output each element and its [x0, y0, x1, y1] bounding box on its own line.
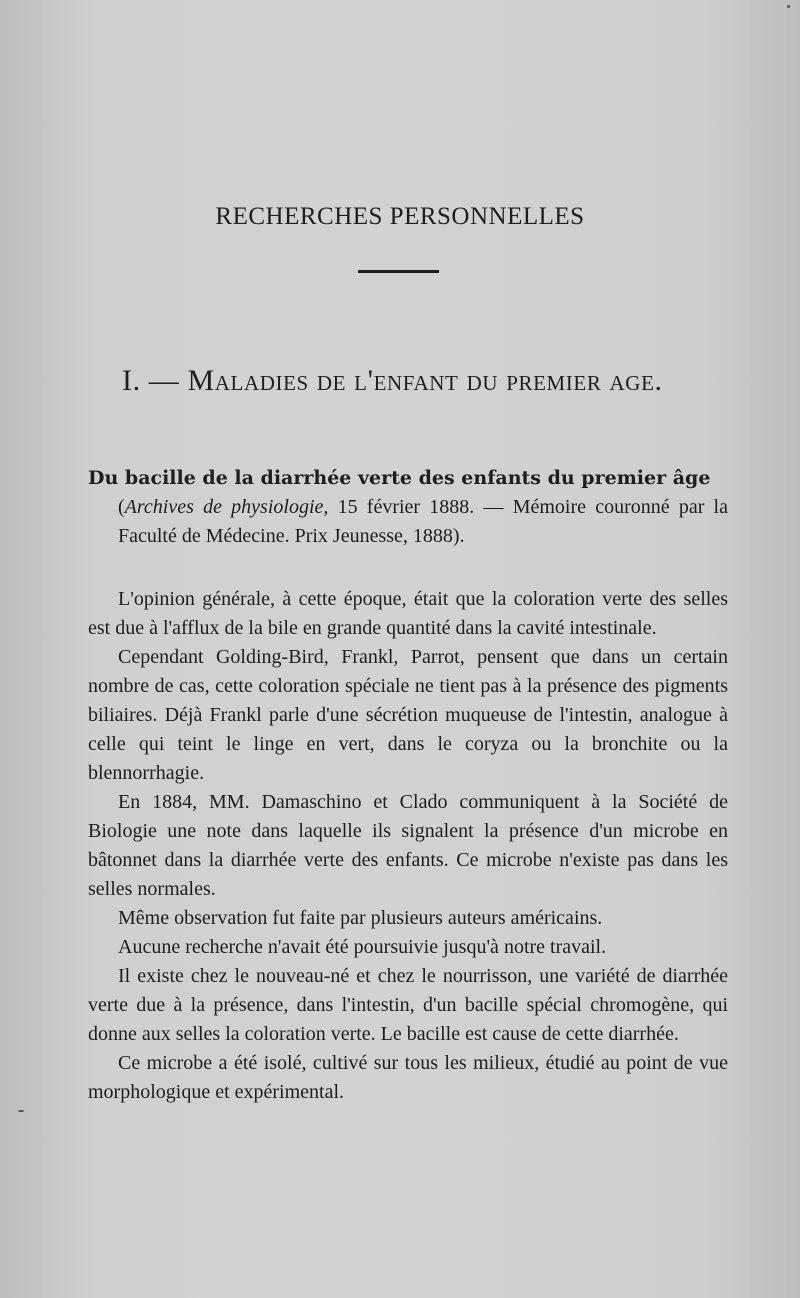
- paragraph-5: Aucune recherche n'avait été poursuivie jusqu'à notre travail.: [118, 936, 607, 958]
- chapter-heading: I. — Maladies de l'enfant du premier age.: [122, 364, 663, 397]
- paragraph-3: En 1884, MM. Damaschino et Clado communiquent à la Société de Biologie une note dans laquelle ils signalent la présence d'un microbe en bâtonnet dans la diarrhée verte des enfants. Ce microbe n'existe pas dans les selles normales.: [88, 791, 728, 900]
- body-text: [88, 585, 728, 1107]
- paragraph-6: Il existe chez le nouveau-né et chez le nourrisson, une variété de diarrhée verte due à la présence, dans l'intestin, d'un bacille spécial chromogène, qui donne aux selles la coloration verte. Le bacille est cause de cette diarrhée.: [88, 965, 728, 1045]
- title-rule: [358, 270, 439, 273]
- bibliography-entry: [88, 464, 728, 551]
- paragraph-7: Ce microbe a été isolé, cultivé sur tous les milieux, étudié au point de vue morphologique et expérimental.: [88, 1052, 728, 1103]
- entry-detail-text: 15 février 1888. — Mémoire couronné par la Faculté de Médecine. Prix Jeunesse, 1888).: [118, 496, 728, 547]
- paper-speck: [18, 1110, 24, 1112]
- paragraph-2: Cependant Golding-Bird, Frankl, Parrot, pensent que dans un certain nombre de cas, cette coloration spéciale ne tient pas à la présence des pigments biliaires. Déjà Frankl parle d'une sécrétion muqueuse de l'intestin, analogue à celle qui teint le linge en vert, dans le coryza ou la bronchite ou la blennorrhagie.: [88, 646, 728, 784]
- entry-title: Du bacille de la diarrhée verte des enfants du premier âge: [88, 467, 711, 489]
- entry-detail: [88, 493, 728, 551]
- section-title: RECHERCHES PERSONNELLES: [215, 203, 585, 230]
- paragraph-4: Même observation fut faite par plusieurs auteurs américains.: [118, 907, 603, 929]
- entry-journal: Archives de physiologie,: [124, 496, 329, 518]
- entry-open-paren: (: [118, 496, 125, 518]
- paragraph-1: L'opinion générale, à cette époque, était que la coloration verte des selles est due à l'afflux de la bile en grande quantité dans la cavité intestinale.: [88, 588, 728, 639]
- paper-speck: [787, 5, 790, 8]
